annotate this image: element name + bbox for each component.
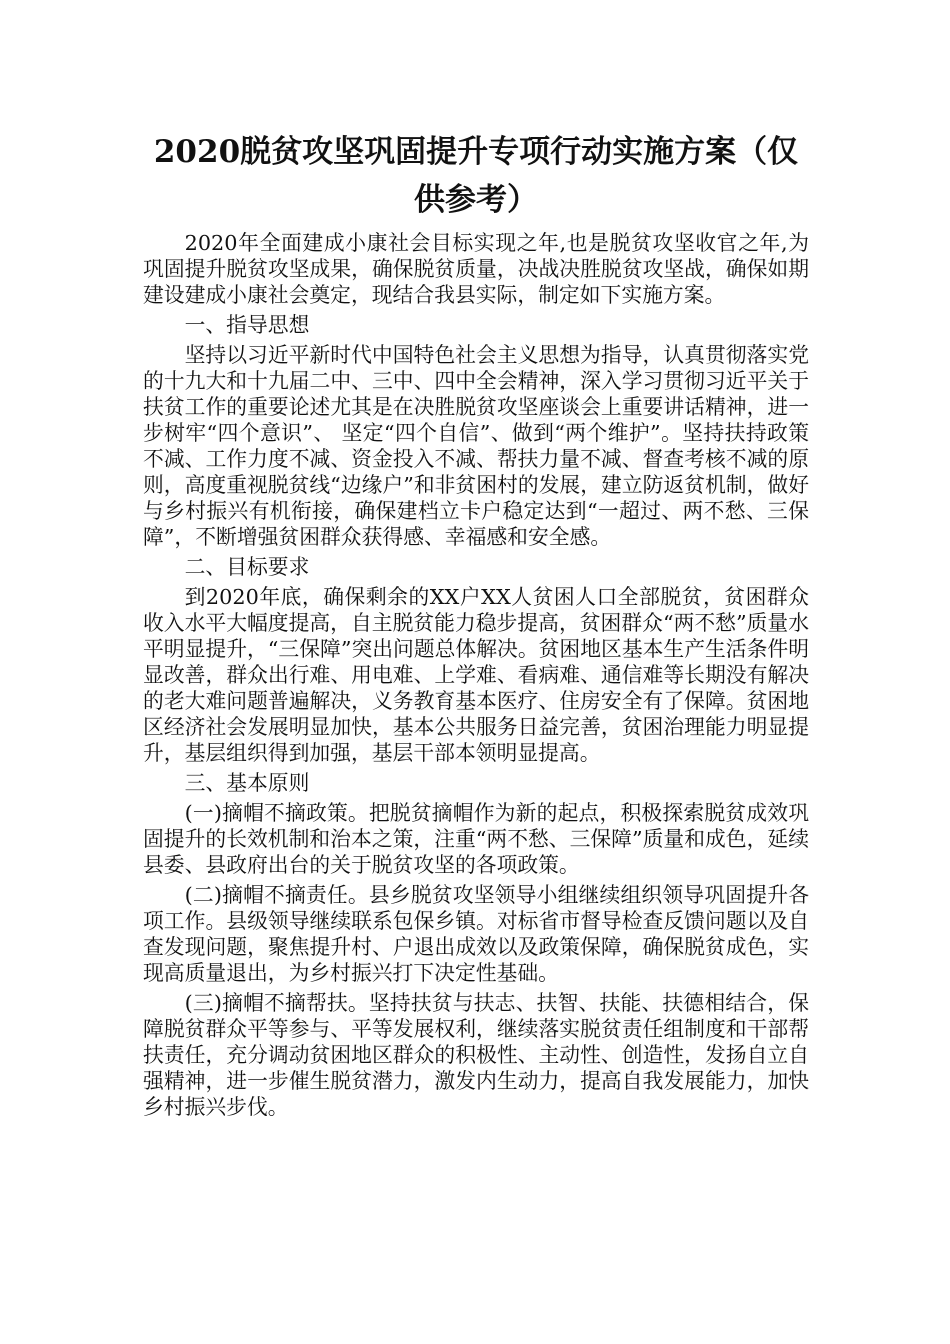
section-heading-guiding-ideology: 一、指导思想 bbox=[184, 313, 310, 337]
principle-assistance-paragraph: (三)摘帽不摘帮扶。坚持扶贫与扶志、扶智、扶能、扶德相结合，保障脱贫群众平等参与、平等发展权利，继续落实脱贫责任组制度和干部帮扶责任，充分调动贫困地区群众的积极性、主动性、创造性，发扬自立自强精神，进一步催生脱贫潜力，激发内生动力，提高自我发展能力，加快乡村振兴步伐。 bbox=[143, 991, 809, 1119]
section-heading-objectives: 二、目标要求 bbox=[184, 555, 310, 579]
principle-policy-paragraph: (一)摘帽不摘政策。把脱贫摘帽作为新的起点，积极探索脱贫成效巩固提升的长效机制和治本之策，注重“两不愁、三保障”质量和成色，延续县委、县政府出台的关于脱贫攻坚的各项政策。 bbox=[143, 801, 809, 877]
objectives-paragraph: 到2020年底，确保剩余的XX户XX人贫困人口全部脱贫，贫困群众收入水平大幅度提高，自主脱贫能力稳步提高，贫困群众“两不愁”质量水平明显提升，“三保障”突出问题总体解决。贫困地区基本生产生活条件明显改善，群众出行难、用电难、上学难、看病难、通信难等长期没有解决的老大难问题普遍解决，义务教育基本医疗、住房安全有了保障。贫困地区经济社会发展明显加快，基本公共服务日益完善，贫困治理能力明显提升，基层组织得到加强，基层干部本领明显提高。 bbox=[143, 585, 809, 765]
section-heading-principles: 三、基本原则 bbox=[184, 771, 310, 795]
intro-paragraph: 2020年全面建成小康社会目标实现之年,也是脱贫攻坚收官之年,为巩固提升脱贫攻坚成果，确保脱贫质量，决战决胜脱贫攻坚战，确保如期建设建成小康社会奠定，现结合我县实际，制定如下实施方案。 bbox=[143, 231, 809, 307]
guiding-ideology-paragraph: 坚持以习近平新时代中国特色社会主义思想为指导，认真贯彻落实党的十九大和十九届二中、三中、四中全会精神，深入学习贯彻习近平关于扶贫工作的重要论述尤其是在决胜脱贫攻坚座谈会上重要讲话精神，进一步树牢“四个意识”、 坚定“四个自信”、做到“两个维护”。坚持扶持政策不减、工作力度不减、资金投入不减、帮扶力量不减、督查考核不减的原则，高度重视脱贫线“边缘户”和非贫困村的发展，建立防返贫机制，做好与乡村振兴有机衔接，确保建档立卡户稳定达到“一超过、两不愁、三保障”，不断增强贫困群众获得感、幸福感和安全感。 bbox=[143, 343, 809, 549]
principle-responsibility-paragraph: (二)摘帽不摘责任。县乡脱贫攻坚领导小组继续组织领导巩固提升各项工作。县级领导继续联系包保乡镇。对标省市督导检查反馈问题以及自查发现问题，聚焦提升村、户退出成效以及政策保障，确保脱贫成色，实现高质量退出，为乡村振兴打下决定性基础。 bbox=[143, 883, 809, 985]
document-body bbox=[143, 230, 809, 1124]
document-title: 2020脱贫攻坚巩固提升专项行动实施方案（仅供参考） bbox=[153, 134, 799, 218]
